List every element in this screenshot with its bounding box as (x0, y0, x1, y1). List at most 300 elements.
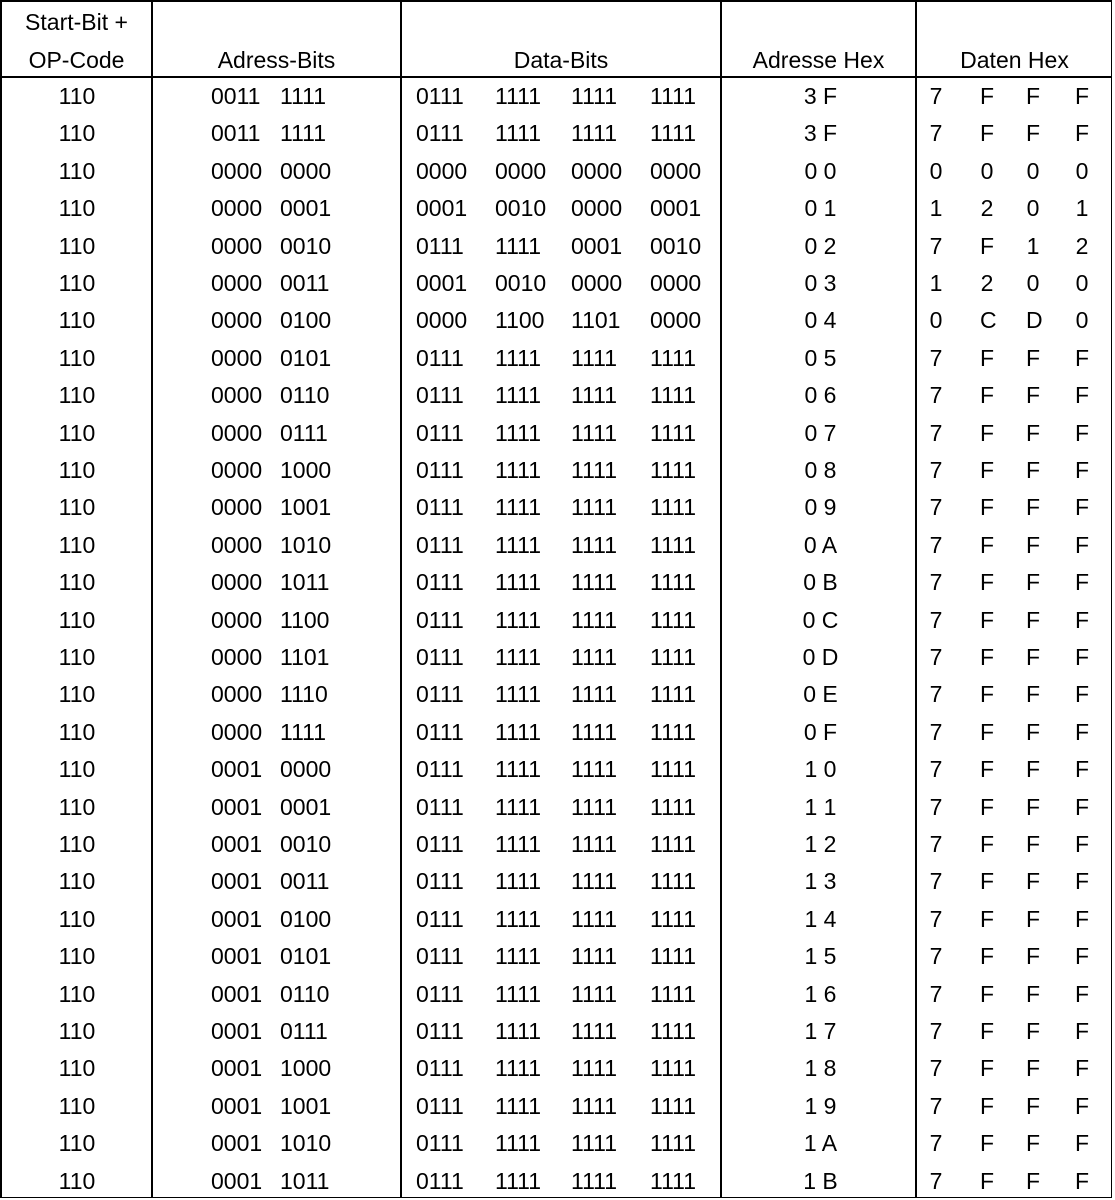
data-bits-cell: 1111 (495, 344, 542, 371)
data-bits-cell: 1111 (495, 831, 542, 857)
data-hex-cell: 7 (929, 793, 943, 820)
op-code-cell: 110 (58, 307, 96, 334)
data-bits-cell: 1111 (495, 1130, 542, 1157)
data-bits-cell: 0111 (416, 419, 464, 446)
data-hex-cell: 0 (1026, 195, 1040, 222)
data-hex-cell: 0 (1075, 157, 1089, 184)
table-row (2, 190, 1111, 227)
data-hex-cell: F (1075, 1092, 1090, 1119)
data-bits-cell: 1111 (495, 718, 542, 745)
data-bits-cell: 0111 (416, 1018, 464, 1044)
address-bits-high-cell: 0000 (211, 457, 263, 483)
data-hex-cell: 0 (1075, 307, 1089, 334)
table-row (2, 415, 1111, 452)
address-bits-low-cell: 0100 (280, 905, 332, 932)
data-bits-cell: 1111 (495, 419, 542, 446)
table-row (2, 228, 1111, 265)
data-hex-cell: F (980, 644, 995, 670)
address-bits-high-cell: 0001 (211, 1092, 263, 1119)
data-hex-cell: 7 (929, 718, 943, 745)
data-hex-cell: 0 (1026, 270, 1040, 296)
address-bits-low-cell: 1100 (280, 606, 330, 633)
data-hex-cell: F (1075, 344, 1090, 371)
table-row (2, 115, 1111, 152)
data-bits-cell: 1111 (650, 83, 697, 109)
data-hex-cell: 7 (929, 457, 943, 483)
address-bits-high-cell: 0001 (211, 980, 263, 1007)
data-hex-cell: F (980, 868, 995, 895)
data-bits-cell: 1111 (571, 1055, 618, 1082)
address-bits-high-cell: 0000 (211, 270, 263, 296)
address-bits-high-cell: 0000 (211, 569, 263, 596)
data-hex-cell: F (1026, 1092, 1041, 1119)
data-hex-cell: F (980, 1055, 995, 1082)
data-bits-cell: 1111 (495, 980, 542, 1007)
address-bits-high-cell: 0011 (211, 83, 261, 109)
data-hex-cell: F (980, 232, 995, 259)
data-hex-cell: F (1075, 868, 1090, 895)
table-row (2, 452, 1111, 489)
data-bits-cell: 1111 (571, 793, 618, 820)
data-bits-cell: 1111 (495, 868, 542, 895)
data-bits-cell: 1111 (495, 756, 542, 783)
data-bits-cell: 1111 (571, 419, 618, 446)
address-hex-cell: 1 3 (804, 868, 837, 895)
address-hex-cell: 1 1 (804, 793, 837, 820)
op-code-cell: 110 (58, 344, 96, 371)
data-hex-cell: F (980, 756, 995, 783)
data-hex-cell: F (980, 83, 995, 109)
address-bits-low-cell: 1011 (280, 1167, 330, 1194)
data-hex-cell: F (980, 569, 995, 596)
data-hex-cell: F (1075, 1167, 1090, 1194)
data-hex-cell: 7 (929, 905, 943, 932)
op-code-cell: 110 (58, 1055, 96, 1082)
table-row (2, 714, 1111, 751)
address-bits-high-cell: 0001 (211, 1167, 263, 1194)
data-hex-cell: F (1075, 756, 1090, 783)
address-hex-cell: 0 6 (804, 382, 837, 409)
address-bits-low-cell: 1000 (280, 1055, 332, 1082)
data-hex-cell: F (1026, 868, 1041, 895)
op-code-cell: 110 (58, 1167, 96, 1194)
data-hex-cell: F (1026, 1055, 1041, 1082)
data-hex-cell: F (1075, 83, 1090, 109)
address-bits-low-cell: 0110 (280, 382, 330, 409)
data-bits-cell: 1111 (650, 1018, 697, 1044)
data-bits-cell: 1111 (571, 756, 618, 783)
data-bits-cell: 1111 (650, 831, 697, 857)
data-bits-cell: 1111 (650, 943, 697, 970)
header-data-bits-label: Data-Bits (513, 47, 609, 73)
data-bits-cell: 1111 (571, 943, 618, 970)
address-bits-low-cell: 0110 (280, 980, 330, 1007)
address-bits-high-cell: 0001 (211, 1018, 263, 1044)
table-row (2, 639, 1111, 676)
data-hex-cell: F (1075, 1130, 1090, 1157)
address-bits-high-cell: 0001 (211, 831, 263, 857)
address-bits-high-cell: 0000 (211, 382, 263, 409)
data-bits-cell: 0111 (416, 569, 464, 596)
address-bits-high-cell: 0000 (211, 718, 263, 745)
address-hex-cell: 1 2 (804, 831, 837, 857)
data-bits-cell: 0000 (571, 270, 623, 296)
data-bits-cell: 0000 (650, 157, 702, 184)
address-bits-high-cell: 0001 (211, 793, 263, 820)
data-bits-cell: 1111 (495, 1055, 542, 1082)
data-hex-cell: F (1026, 1130, 1041, 1157)
data-hex-cell: 7 (929, 1130, 943, 1157)
address-hex-cell: 0 B (803, 569, 838, 596)
data-hex-cell: F (1026, 905, 1041, 932)
address-bits-high-cell: 0011 (211, 120, 261, 147)
data-bits-cell: 0111 (416, 980, 464, 1007)
data-bits-cell: 1111 (571, 531, 618, 558)
data-bits-cell: 0001 (571, 232, 623, 259)
header-op-code-line2: OP-Code (28, 47, 125, 73)
op-code-cell: 110 (58, 793, 96, 820)
op-code-cell: 110 (58, 718, 96, 745)
data-hex-cell: 7 (929, 83, 943, 109)
data-bits-cell: 1111 (571, 382, 618, 409)
data-hex-cell: 0 (1026, 157, 1040, 184)
data-hex-cell: F (1075, 531, 1090, 558)
data-hex-cell: F (1075, 120, 1090, 147)
data-bits-cell: 1111 (495, 606, 542, 633)
data-bits-cell: 0010 (495, 195, 547, 222)
address-hex-cell: 1 7 (804, 1018, 837, 1044)
data-bits-cell: 1111 (650, 793, 697, 820)
data-bits-cell: 0111 (416, 1092, 464, 1119)
address-bits-low-cell: 0111 (280, 1018, 328, 1044)
table-row (2, 1088, 1111, 1125)
data-bits-cell: 1111 (495, 83, 542, 109)
data-bits-cell: 0111 (416, 1130, 464, 1157)
address-bits-high-cell: 0000 (211, 157, 263, 184)
data-bits-cell: 1111 (495, 681, 542, 708)
data-bits-cell: 0001 (650, 195, 702, 222)
data-hex-cell: F (1026, 793, 1041, 820)
data-bits-cell: 0111 (416, 232, 464, 259)
data-hex-cell: F (1026, 1167, 1041, 1194)
table-row (2, 489, 1111, 526)
op-code-cell: 110 (58, 943, 96, 970)
data-hex-cell: 1 (1075, 195, 1089, 222)
address-hex-cell: 0 2 (804, 232, 837, 259)
address-hex-cell: 0 8 (804, 457, 837, 483)
data-hex-cell: F (1075, 606, 1090, 633)
data-hex-cell: 7 (929, 569, 943, 596)
data-hex-cell: F (1026, 606, 1041, 633)
op-code-cell: 110 (58, 195, 96, 222)
table-row (2, 265, 1111, 302)
data-hex-cell: F (1075, 419, 1090, 446)
table-row (2, 1125, 1111, 1162)
data-hex-cell: F (980, 1130, 995, 1157)
data-bits-cell: 1111 (650, 120, 697, 147)
address-bits-low-cell: 0001 (280, 793, 332, 820)
table-row (2, 602, 1111, 639)
table-row (2, 751, 1111, 788)
op-code-cell: 110 (58, 756, 96, 783)
data-hex-cell: 7 (929, 606, 943, 633)
address-bits-low-cell: 0101 (280, 344, 332, 371)
address-hex-cell: 1 8 (804, 1055, 837, 1082)
table-row (2, 826, 1111, 863)
data-hex-cell: F (1026, 382, 1041, 409)
data-hex-cell: F (1075, 905, 1090, 932)
data-hex-cell: F (1075, 980, 1090, 1007)
data-hex-cell: F (1026, 531, 1041, 558)
data-hex-cell: F (1026, 419, 1041, 446)
data-bits-cell: 1111 (495, 1092, 542, 1119)
data-bits-cell: 0111 (416, 382, 464, 409)
header-data-bits (402, 2, 720, 76)
data-hex-cell: F (980, 606, 995, 633)
data-bits-cell: 1111 (571, 868, 618, 895)
data-bits-cell: 1111 (650, 718, 697, 745)
header-address-bits-label: Adress-Bits (217, 47, 336, 73)
data-hex-cell: F (980, 681, 995, 708)
op-code-cell: 110 (58, 606, 96, 633)
data-bits-cell: 0000 (495, 157, 547, 184)
header-address-hex (722, 2, 915, 76)
data-bits-cell: 0111 (416, 120, 464, 147)
data-bits-cell: 1111 (495, 120, 542, 147)
data-bits-cell: 1111 (495, 232, 542, 259)
op-code-cell: 110 (58, 1092, 96, 1119)
data-hex-cell: 2 (1075, 232, 1089, 259)
address-hex-cell: 0 0 (804, 157, 837, 184)
data-bits-cell: 1111 (650, 756, 697, 783)
data-bits-cell: 1111 (571, 1092, 618, 1119)
data-hex-cell: 7 (929, 1092, 943, 1119)
data-bits-cell: 1111 (571, 1167, 618, 1194)
address-bits-low-cell: 1001 (280, 494, 332, 521)
op-code-cell: 110 (58, 270, 96, 296)
address-bits-low-cell: 1110 (280, 681, 328, 708)
data-bits-cell: 0111 (416, 1055, 464, 1082)
data-hex-cell: F (1075, 943, 1090, 970)
data-hex-cell: F (1075, 644, 1090, 670)
data-bits-cell: 1111 (571, 718, 618, 745)
address-bits-low-cell: 0101 (280, 943, 332, 970)
data-bits-cell: 1111 (650, 1055, 697, 1082)
data-hex-cell: 7 (929, 943, 943, 970)
address-hex-cell: 1 6 (804, 980, 837, 1007)
address-bits-low-cell: 0011 (280, 868, 330, 895)
data-bits-cell: 1111 (650, 980, 697, 1007)
data-hex-cell: F (1075, 1055, 1090, 1082)
address-bits-low-cell: 0010 (280, 232, 332, 259)
op-code-cell: 110 (58, 868, 96, 895)
address-hex-cell: 0 1 (804, 195, 837, 222)
data-hex-cell: 0 (929, 157, 943, 184)
data-hex-cell: 7 (929, 980, 943, 1007)
data-bits-cell: 1111 (650, 419, 697, 446)
data-bits-cell: 1111 (571, 1018, 618, 1044)
data-hex-cell: F (1075, 569, 1090, 596)
data-bits-cell: 1111 (571, 831, 618, 857)
table-row (2, 676, 1111, 713)
data-hex-cell: 7 (929, 681, 943, 708)
data-bits-cell: 1111 (571, 494, 618, 521)
op-code-cell: 110 (58, 831, 96, 857)
data-hex-cell: 0 (980, 157, 994, 184)
address-hex-cell: 1 0 (804, 756, 837, 783)
table-row (2, 78, 1111, 115)
data-bits-cell: 1111 (571, 681, 618, 708)
op-code-cell: 110 (58, 905, 96, 932)
data-hex-cell: 2 (980, 270, 994, 296)
address-bits-high-cell: 0001 (211, 868, 263, 895)
data-bits-cell: 1111 (650, 1167, 697, 1194)
data-hex-cell: F (1026, 831, 1041, 857)
header-op-code-line1: Start-Bit + (25, 9, 128, 35)
op-code-cell: 110 (58, 457, 96, 483)
address-hex-cell: 1 9 (804, 1092, 837, 1119)
address-bits-high-cell: 0000 (211, 494, 263, 521)
data-hex-cell: F (1075, 457, 1090, 483)
data-bits-cell: 1111 (571, 344, 618, 371)
data-bits-cell: 0111 (416, 457, 464, 483)
address-hex-cell: 0 E (803, 681, 838, 708)
data-bits-cell: 0111 (416, 905, 464, 932)
table-row (2, 527, 1111, 564)
op-code-cell: 110 (58, 569, 96, 596)
table-row (2, 153, 1111, 190)
data-hex-cell: F (980, 1018, 995, 1044)
data-hex-cell: F (1026, 718, 1041, 745)
address-bits-high-cell: 0000 (211, 606, 263, 633)
address-bits-high-cell: 0000 (211, 232, 263, 259)
address-bits-high-cell: 0000 (211, 644, 263, 670)
data-bits-cell: 1111 (650, 644, 697, 670)
data-bits-cell: 1111 (495, 1167, 542, 1194)
op-code-cell: 110 (58, 232, 96, 259)
data-hex-cell: F (1026, 344, 1041, 371)
table-row (2, 340, 1111, 377)
table-row (2, 302, 1111, 339)
address-hex-cell: 3 F (803, 83, 838, 109)
header-data-hex-label: Daten Hex (960, 47, 1069, 73)
data-hex-cell: F (1075, 681, 1090, 708)
data-hex-cell: F (1026, 83, 1041, 109)
address-bits-low-cell: 0000 (280, 756, 332, 783)
data-bits-cell: 0000 (416, 157, 468, 184)
address-hex-cell: 0 D (802, 644, 839, 670)
op-code-cell: 110 (58, 382, 96, 409)
address-bits-low-cell: 1010 (280, 531, 332, 558)
table-row (2, 789, 1111, 826)
data-hex-cell: F (1026, 120, 1041, 147)
address-bits-low-cell: 1111 (280, 83, 327, 109)
data-bits-cell: 1111 (495, 1018, 542, 1044)
data-bits-cell: 0111 (416, 344, 464, 371)
address-hex-cell: 1 5 (804, 943, 837, 970)
address-bits-low-cell: 0011 (280, 270, 330, 296)
address-bits-low-cell: 0111 (280, 419, 328, 446)
data-bits-cell: 0111 (416, 681, 464, 708)
data-hex-cell: F (1026, 943, 1041, 970)
op-code-cell: 110 (58, 980, 96, 1007)
data-bits-cell: 1111 (650, 531, 697, 558)
data-bits-cell: 1111 (650, 569, 697, 596)
data-hex-cell: F (1026, 644, 1041, 670)
address-hex-cell: 1 4 (804, 905, 837, 932)
address-bits-high-cell: 0000 (211, 344, 263, 371)
data-hex-cell: 0 (929, 307, 943, 334)
data-bits-cell: 1111 (571, 644, 618, 670)
data-hex-cell: F (1075, 1018, 1090, 1044)
data-bits-cell: 0001 (416, 270, 468, 296)
data-hex-cell: F (980, 905, 995, 932)
table-row (2, 1013, 1111, 1050)
address-bits-low-cell: 1010 (280, 1130, 332, 1157)
address-bits-high-cell: 0001 (211, 905, 263, 932)
table-row (2, 377, 1111, 414)
data-bits-cell: 0000 (650, 270, 702, 296)
data-hex-cell: F (1026, 1018, 1041, 1044)
data-bits-cell: 0000 (571, 157, 623, 184)
address-hex-cell: 0 F (803, 718, 838, 745)
data-bits-cell: 1111 (495, 644, 542, 670)
data-bits-cell: 1111 (650, 681, 697, 708)
data-bits-cell: 0111 (416, 943, 464, 970)
data-hex-cell: 7 (929, 120, 943, 147)
address-bits-high-cell: 0001 (211, 756, 263, 783)
data-hex-cell: F (1026, 980, 1041, 1007)
address-bits-low-cell: 1011 (280, 569, 330, 596)
data-hex-cell: F (1075, 718, 1090, 745)
data-bits-cell: 1101 (571, 307, 621, 334)
data-hex-cell: 1 (1026, 232, 1040, 259)
data-hex-cell: 7 (929, 382, 943, 409)
data-hex-cell: F (980, 120, 995, 147)
data-bits-cell: 1111 (495, 569, 542, 596)
data-hex-cell: D (1026, 307, 1043, 334)
table-row (2, 1050, 1111, 1087)
data-hex-cell: F (1026, 756, 1041, 783)
data-hex-cell: 7 (929, 494, 943, 521)
data-bits-cell: 1111 (571, 1130, 618, 1157)
address-bits-low-cell: 0010 (280, 831, 332, 857)
data-bits-cell: 1111 (495, 531, 542, 558)
data-bits-cell: 0010 (650, 232, 702, 259)
data-hex-cell: F (1075, 494, 1090, 521)
header-address-hex-label: Adresse Hex (752, 47, 885, 73)
op-code-cell: 110 (58, 419, 96, 446)
address-bits-low-cell: 0001 (280, 195, 332, 222)
data-bits-cell: 1111 (495, 793, 542, 820)
data-bits-cell: 0111 (416, 83, 464, 109)
data-hex-cell: F (980, 344, 995, 371)
data-bits-cell: 0111 (416, 606, 464, 633)
data-hex-cell: F (980, 494, 995, 521)
address-bits-low-cell: 0100 (280, 307, 332, 334)
data-bits-cell: 1111 (571, 120, 618, 147)
data-hex-cell: F (1026, 457, 1041, 483)
op-code-cell: 110 (58, 1130, 96, 1157)
address-hex-cell: 1 B (803, 1167, 838, 1194)
data-bits-cell: 0001 (416, 195, 468, 222)
data-bits-cell: 1111 (571, 83, 618, 109)
data-bits-cell: 0111 (416, 831, 464, 857)
data-hex-cell: 0 (1075, 270, 1089, 296)
table-row (2, 938, 1111, 975)
table-row (2, 1163, 1111, 1200)
address-hex-cell: 0 A (803, 531, 838, 558)
